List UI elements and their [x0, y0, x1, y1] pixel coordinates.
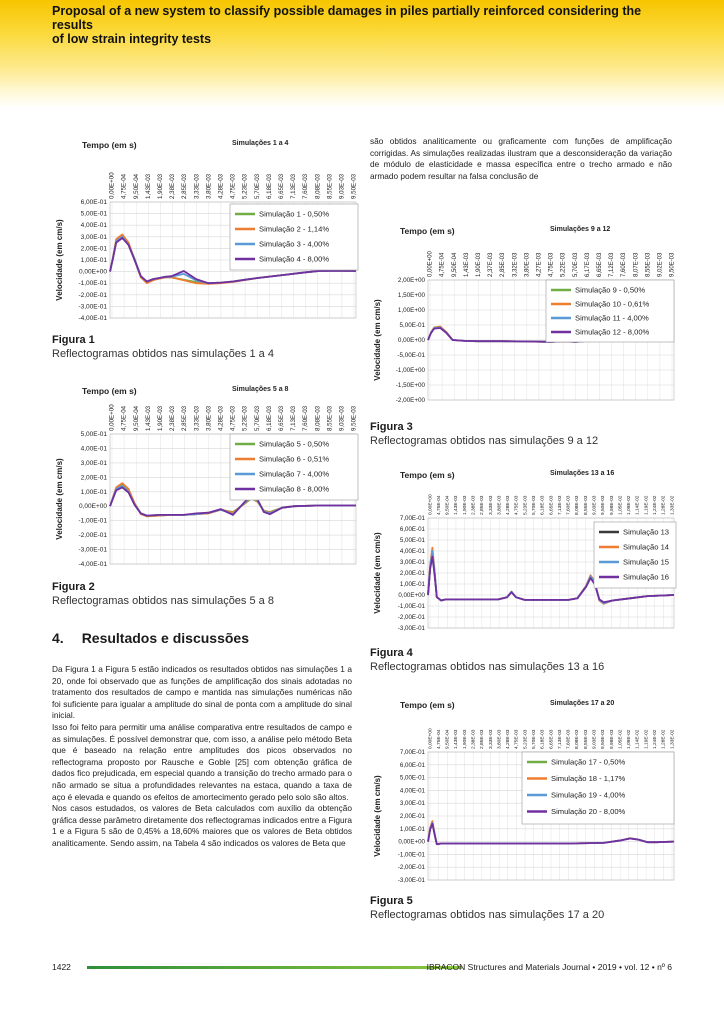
- x-tick-label: 0,00E+00: [427, 251, 434, 277]
- x-tick-label: 1,43E-03: [454, 729, 460, 749]
- y-axis-title: Velocidade (em cm/s): [55, 458, 64, 540]
- y-tick-label: 1,00E-01: [80, 257, 107, 264]
- y-tick-label: 6,00E-01: [399, 761, 425, 769]
- x-tick-label: 0,00E+00: [108, 172, 116, 199]
- legend-label: Simulação 5 - 0,50%: [259, 439, 330, 449]
- y-tick-label: -2,00E-01: [397, 614, 425, 621]
- y-tick-label: 7,00E-01: [399, 749, 425, 756]
- x-tick-label: 1,90E-03: [462, 495, 468, 515]
- x-tick-label: 5,70E-03: [253, 173, 261, 199]
- x-tick-label: 9,02E-03: [657, 252, 664, 277]
- x-tick-label: 8,07E-03: [633, 252, 640, 277]
- y-tick-label: 2,00E-01: [399, 813, 425, 820]
- x-tick-label: 2,85E-03: [480, 495, 486, 515]
- figure-3-chart: [370, 218, 680, 410]
- x-tick-label: 6,18E-03: [265, 405, 273, 431]
- figure-3-caption-text: Reflectogramas obtidos nas simulações 9 a 12: [370, 435, 599, 447]
- x-tick-label: 1,90E-03: [462, 729, 468, 749]
- x-tick-label: 1,09E-02: [627, 729, 633, 749]
- y-tick-label: 5,00E-01: [399, 774, 425, 782]
- y-tick-label: 4,00E-01: [80, 445, 107, 453]
- y-tick-label: 0,00E+00: [398, 592, 425, 599]
- x-tick-label: 1,05E-02: [618, 729, 624, 749]
- x-tick-label: 8,55E-03: [326, 173, 334, 199]
- x-tick-label: 4,75E-04: [120, 405, 128, 431]
- x-axis-title: Tempo (em s): [400, 226, 455, 236]
- x-tick-label: 8,08E-03: [575, 729, 581, 749]
- figure-1-chart: [52, 132, 362, 328]
- x-tick-label: 0,00E+00: [428, 494, 434, 515]
- x-tick-label: 8,08E-03: [575, 495, 581, 515]
- x-tick-label: 9,03E-03: [592, 729, 598, 749]
- x-tick-label: 1,90E-03: [157, 173, 165, 199]
- x-tick-label: 2,85E-03: [500, 252, 507, 277]
- x-axis-title: Tempo (em s): [82, 386, 137, 396]
- y-tick-label: -1,00E-01: [78, 517, 107, 525]
- x-tick-label: 4,75E-03: [514, 729, 520, 749]
- x-tick-label: 4,75E-03: [514, 495, 520, 515]
- legend-label: Simulação 6 - 0,51%: [259, 454, 330, 464]
- x-axis-title: Tempo (em s): [400, 470, 455, 480]
- x-tick-label: 3,33E-03: [488, 495, 494, 515]
- y-tick-label: 4,00E-01: [80, 222, 107, 230]
- legend-label: Simulação 13: [623, 527, 670, 537]
- paragraph: são obtidos analiticamente ou graficamente com funções de amplificação corrigidas. As simulações realizadas ilustram que a desconsideração da variação de módulo de elasticidade e massa específica entre o trecho armado e não armado podem resultar na falsa conclusão de: [370, 136, 672, 181]
- paragraph: Isso foi feito para permitir uma análise comparativa entre resultados de campo e as simulações. É possível demonstrar que, com isso, a análise pelo método Beta que é baseado na relação entre amplitudes dos picos observados no reflectograma proposto por Rausche e Goble [25] com obtenção gráfica de dados fico prejudicada, em especial quando a transição do trecho armado para o não armado se situa a profundidades relevantes na estaca, quando a taxa de aço é elevada e quando os efeitos de amortecimento gerado pelo solo são altos.: [52, 721, 352, 802]
- x-tick-label: 1,43E-03: [144, 405, 152, 431]
- legend-label: Simulação 11 - 4,00%: [575, 313, 649, 323]
- y-tick-label: -1,00E+00: [395, 367, 425, 374]
- section-heading: [52, 630, 249, 646]
- x-tick-label: 4,75E-03: [229, 173, 237, 199]
- figure-3-caption: [370, 420, 598, 448]
- y-tick-label: 5,00E-01: [80, 431, 107, 438]
- x-tick-label: 6,65E-03: [278, 405, 286, 431]
- x-tick-label: 6,18E-03: [540, 729, 546, 749]
- y-tick-label: 3,00E-01: [399, 559, 425, 566]
- x-tick-label: 3,80E-03: [524, 252, 531, 277]
- x-tick-label: 6,18E-03: [540, 495, 546, 515]
- y-axis-title: Velocidade (em cm/s): [373, 299, 382, 381]
- x-tick-label: 1,24E-02: [652, 495, 658, 515]
- x-tick-label: 7,60E-03: [566, 729, 572, 749]
- y-tick-label: -3,00E-01: [78, 303, 107, 311]
- x-tick-label: 6,65E-03: [549, 729, 555, 749]
- x-tick-label: 4,75E-04: [436, 729, 442, 749]
- x-tick-label: 9,03E-03: [338, 405, 346, 431]
- y-axis-title: Velocidade (em cm/s): [373, 532, 382, 614]
- legend-label: Simulação 18 - 1,17%: [551, 774, 626, 783]
- y-tick-label: 2,00E-01: [80, 474, 107, 482]
- x-tick-label: 4,28E-03: [217, 405, 225, 431]
- x-tick-label: 9,50E-03: [601, 729, 607, 749]
- x-tick-label: 8,55E-03: [583, 495, 589, 515]
- x-tick-label: 5,22E-03: [560, 252, 567, 277]
- y-tick-label: 5,00E-01: [399, 537, 425, 544]
- paragraph: Nos casos estudados, os valores de Beta calculados com auxílio da obtenção gráfica desse parâmetro diretamente dos reflectogramas indicados entre a Figura 1 e a Figura 5 são de 0,45% a 18,60% maiores que os valores de Beta obtidos analiticamente. Sendo assim, na Tabela 4 são indicados os valores de Beta que: [52, 803, 352, 848]
- x-tick-label: 8,55E-03: [645, 252, 652, 277]
- x-tick-label: 2,85E-03: [480, 729, 486, 749]
- x-tick-label: 3,33E-03: [193, 173, 201, 199]
- x-tick-label: 2,38E-03: [169, 173, 177, 199]
- figure-2-chart: [52, 378, 362, 574]
- figure-4-number: Figura 4: [370, 647, 413, 659]
- x-tick-label: 5,70E-03: [253, 405, 261, 431]
- x-tick-label: 4,28E-03: [506, 495, 512, 515]
- y-tick-label: -3,00E-01: [397, 877, 425, 884]
- figure-1-number: Figura 1: [52, 334, 95, 346]
- right-column-text: [370, 136, 672, 182]
- x-tick-label: 2,38E-03: [471, 729, 477, 749]
- chart-title: Simulações 13 a 16: [550, 470, 615, 477]
- legend-label: Simulação 2 - 1,14%: [259, 224, 330, 234]
- y-tick-label: 7,00E-01: [399, 515, 425, 522]
- x-tick-label: 6,18E-03: [265, 173, 273, 199]
- y-tick-label: -1,50E+00: [395, 382, 425, 389]
- x-tick-label: 6,65E-03: [549, 495, 555, 515]
- x-tick-label: 9,50E-03: [350, 405, 358, 431]
- y-tick-label: -1,00E-01: [397, 603, 425, 610]
- x-tick-label: 7,60E-03: [621, 252, 628, 277]
- legend-label: Simulação 10 - 0,61%: [575, 299, 650, 309]
- figure-1-caption: [52, 333, 274, 361]
- x-tick-label: 6,65E-03: [278, 173, 286, 199]
- x-tick-label: 4,75E-04: [120, 173, 128, 199]
- x-tick-label: 9,50E-04: [132, 173, 140, 199]
- x-tick-label: 1,14E-02: [635, 729, 641, 749]
- x-tick-label: 3,33E-03: [488, 729, 494, 749]
- y-tick-label: 1,00E-01: [80, 488, 107, 496]
- x-tick-label: 1,09E-02: [627, 495, 633, 515]
- x-tick-label: 5,23E-03: [523, 729, 529, 749]
- section-title: Resultados e discussões: [81, 630, 249, 646]
- legend-label: Simulação 17 - 0,50%: [551, 757, 626, 767]
- figure-4-caption-text: Reflectogramas obtidos nas simulações 13 a 16: [370, 661, 605, 673]
- figure-5-number: Figura 5: [370, 895, 413, 907]
- x-tick-label: 9,98E-03: [609, 729, 615, 749]
- y-tick-label: -2,00E+00: [395, 397, 425, 404]
- footer-rule: [87, 966, 462, 969]
- x-tick-label: 8,08E-03: [314, 173, 322, 199]
- x-tick-label: 7,13E-03: [557, 495, 563, 515]
- chart-title: Simulações 9 a 12: [550, 226, 611, 233]
- x-tick-label: 5,23E-03: [523, 495, 529, 515]
- y-tick-label: 5,00E-01: [399, 322, 425, 329]
- page-number: 1422: [52, 962, 71, 972]
- x-tick-label: 4,75E-03: [229, 405, 237, 431]
- x-tick-label: 2,38E-03: [471, 495, 477, 515]
- y-tick-label: 6,00E-01: [80, 199, 107, 206]
- x-tick-label: 7,13E-03: [290, 173, 298, 199]
- x-tick-label: 9,98E-03: [609, 495, 615, 515]
- x-tick-label: 6,65E-03: [596, 252, 603, 277]
- x-tick-label: 2,38E-03: [169, 405, 177, 431]
- y-tick-label: 2,00E-01: [399, 570, 425, 577]
- y-tick-label: 4,00E-01: [399, 548, 425, 555]
- figure-5-caption: [370, 894, 604, 922]
- figure-1-caption-text: Reflectogramas obtidos nas simulações 1 a 4: [52, 348, 274, 360]
- x-tick-label: 4,28E-03: [217, 173, 225, 199]
- x-tick-label: 1,43E-03: [463, 252, 470, 277]
- x-tick-label: 9,50E-04: [132, 405, 140, 431]
- page-footer: [52, 962, 672, 974]
- article-title: Proposal of a new system to classify possible damages in piles partially reinforced considering the results of low strain integrity tests: [52, 4, 642, 46]
- legend-label: Simulação 20 - 8,00%: [551, 807, 626, 816]
- x-tick-label: 5,70E-03: [572, 252, 579, 277]
- y-tick-label: 1,50E+00: [397, 292, 425, 299]
- x-tick-label: 7,13E-03: [290, 405, 298, 431]
- y-tick-label: 1,00E-01: [399, 581, 425, 588]
- legend-label: Simulação 14: [623, 542, 670, 552]
- x-tick-label: 7,60E-03: [302, 173, 310, 199]
- x-tick-label: 7,13E-03: [557, 729, 563, 749]
- y-tick-label: 3,00E-01: [399, 800, 425, 808]
- x-tick-label: 9,50E-04: [445, 729, 451, 749]
- x-tick-label: 4,27E-03: [536, 252, 543, 277]
- x-tick-label: 9,03E-03: [338, 173, 346, 199]
- x-tick-label: 1,33E-02: [670, 495, 676, 515]
- x-tick-label: 8,08E-03: [314, 405, 322, 431]
- x-tick-label: 9,50E-04: [451, 252, 458, 277]
- x-tick-label: 2,85E-03: [181, 405, 189, 431]
- chart-title: Simulações 1 a 4: [232, 140, 289, 147]
- left-column-text: [52, 664, 352, 850]
- y-tick-label: -2,00E-01: [397, 864, 425, 872]
- y-tick-label: 1,00E+00: [397, 307, 425, 314]
- x-tick-label: 8,55E-03: [583, 729, 589, 749]
- x-tick-label: 5,70E-03: [531, 729, 537, 749]
- y-tick-label: 0,00E+00: [78, 503, 107, 511]
- x-tick-label: 3,80E-03: [497, 729, 503, 749]
- figure-4-caption: [370, 646, 604, 674]
- chart-title: Simulações 5 a 8: [232, 386, 289, 393]
- figure-3-number: Figura 3: [370, 421, 413, 433]
- y-tick-label: 6,00E-01: [399, 526, 425, 533]
- legend-label: Simulação 3 - 4,00%: [259, 239, 330, 249]
- x-tick-label: 9,03E-03: [592, 495, 598, 515]
- figure-2-caption: [52, 580, 274, 608]
- legend-label: Simulação 1 - 0,50%: [259, 209, 330, 219]
- y-tick-label: 0,00E+00: [397, 337, 425, 344]
- x-axis-title: Tempo (em s): [82, 140, 137, 150]
- y-tick-label: -4,00E-01: [78, 315, 107, 322]
- x-tick-label: 1,05E-02: [618, 495, 624, 515]
- section-number: 4.: [52, 630, 64, 646]
- x-tick-label: 3,32E-03: [512, 252, 519, 277]
- legend-label: Simulação 12 - 8,00%: [575, 327, 650, 337]
- chart-title: Simulações 17 a 20: [550, 700, 615, 707]
- y-tick-label: 1,00E-01: [399, 825, 425, 833]
- legend-label: Simulação 16: [623, 572, 670, 582]
- figure-2-number: Figura 2: [52, 581, 95, 593]
- x-tick-label: 4,75E-04: [436, 495, 442, 515]
- x-tick-label: 5,23E-03: [241, 405, 249, 431]
- x-tick-label: 9,50E-03: [601, 495, 607, 515]
- x-tick-label: 1,24E-02: [652, 729, 658, 749]
- y-tick-label: 3,00E-01: [80, 233, 107, 241]
- x-tick-label: 7,12E-03: [609, 252, 616, 277]
- y-tick-label: -1,00E-01: [78, 280, 107, 288]
- legend-label: Simulação 8 - 8,00%: [259, 484, 330, 494]
- y-tick-label: -3,00E-01: [397, 625, 425, 632]
- x-tick-label: 2,37E-03: [488, 252, 495, 277]
- y-tick-label: -4,00E-01: [78, 561, 107, 568]
- x-tick-label: 1,90E-03: [157, 405, 165, 431]
- y-tick-label: -3,00E-01: [78, 546, 107, 554]
- x-tick-label: 3,80E-03: [497, 495, 503, 515]
- x-tick-label: 1,90E-03: [475, 252, 482, 277]
- figure-2-caption-text: Reflectogramas obtidos nas simulações 5 a 8: [52, 595, 274, 607]
- x-tick-label: 9,50E-03: [350, 173, 358, 199]
- x-tick-label: 1,28E-02: [661, 729, 667, 749]
- figure-4-chart: [370, 462, 680, 638]
- x-tick-label: 7,60E-03: [566, 495, 572, 515]
- y-tick-label: 0,00E+00: [78, 268, 107, 276]
- x-tick-label: 2,85E-03: [181, 173, 189, 199]
- y-axis-title: Velocidade (em cm/s): [55, 219, 64, 301]
- x-tick-label: 7,60E-03: [302, 405, 310, 431]
- x-tick-label: 9,50E-03: [669, 252, 676, 277]
- x-tick-label: 9,50E-04: [445, 495, 451, 515]
- legend-label: Simulação 4 - 8,00%: [259, 254, 330, 264]
- y-tick-label: 0,00E+00: [398, 838, 425, 846]
- header-band: [0, 0, 724, 108]
- y-tick-label: -2,00E-01: [78, 532, 107, 540]
- x-tick-label: 1,43E-03: [454, 495, 460, 515]
- x-tick-label: 1,43E-03: [144, 173, 152, 199]
- y-tick-label: 2,00E+00: [397, 277, 425, 284]
- x-tick-label: 4,75E-03: [548, 252, 555, 277]
- x-tick-label: 5,23E-03: [241, 173, 249, 199]
- y-tick-label: -2,00E-01: [78, 291, 107, 299]
- x-tick-label: 0,00E+00: [108, 404, 116, 431]
- x-tick-label: 3,80E-03: [205, 405, 213, 431]
- y-tick-label: -1,00E-01: [397, 851, 425, 859]
- x-tick-label: 1,19E-02: [644, 495, 650, 515]
- y-axis-title: Velocidade (em cm/s): [373, 775, 382, 857]
- x-axis-title: Tempo (em s): [400, 700, 455, 710]
- legend-label: Simulação 19 - 4,00%: [551, 790, 626, 800]
- legend-label: Simulação 9 - 0,50%: [575, 285, 646, 295]
- y-tick-label: 2,00E-01: [80, 245, 107, 253]
- y-tick-label: -5,00E-01: [397, 352, 425, 359]
- x-tick-label: 5,70E-03: [531, 495, 537, 515]
- y-tick-label: 3,00E-01: [80, 459, 107, 467]
- x-tick-label: 3,33E-03: [193, 405, 201, 431]
- paragraph: Da Figura 1 a Figura 5 estão indicados os resultados obtidos nas simulações 1 a 20, onde foi observado que as funções de amplificação dos sinais adotadas no tratamento dos resultados de campo e mantida nas simulações numéricas não foi suficiente para igualar a amplitude do sinal de ponta com a amplitude do sinal inicial.: [52, 664, 352, 721]
- x-tick-label: 1,33E-02: [670, 729, 676, 749]
- x-tick-label: 1,14E-02: [635, 495, 641, 515]
- legend-label: Simulação 15: [623, 557, 670, 567]
- figure-5-chart: [370, 692, 680, 890]
- x-tick-label: 4,75E-04: [439, 252, 446, 277]
- x-tick-label: 4,28E-03: [506, 729, 512, 749]
- y-tick-label: 4,00E-01: [399, 787, 425, 795]
- journal-name: IBRACON Structures and Materials Journal • 2019 • vol. 12 • nº 6: [426, 962, 672, 972]
- figure-5-caption-text: Reflectogramas obtidos nas simulações 17 a 20: [370, 909, 605, 921]
- x-tick-label: 0,00E+00: [428, 728, 434, 749]
- y-tick-label: 5,00E-01: [80, 210, 107, 218]
- x-tick-label: 3,80E-03: [205, 173, 213, 199]
- x-tick-label: 1,19E-02: [644, 729, 650, 749]
- x-tick-label: 8,55E-03: [326, 405, 334, 431]
- x-tick-label: 1,28E-02: [661, 495, 667, 515]
- legend-label: Simulação 7 - 4,00%: [259, 469, 330, 479]
- x-tick-label: 6,17E-03: [584, 252, 591, 277]
